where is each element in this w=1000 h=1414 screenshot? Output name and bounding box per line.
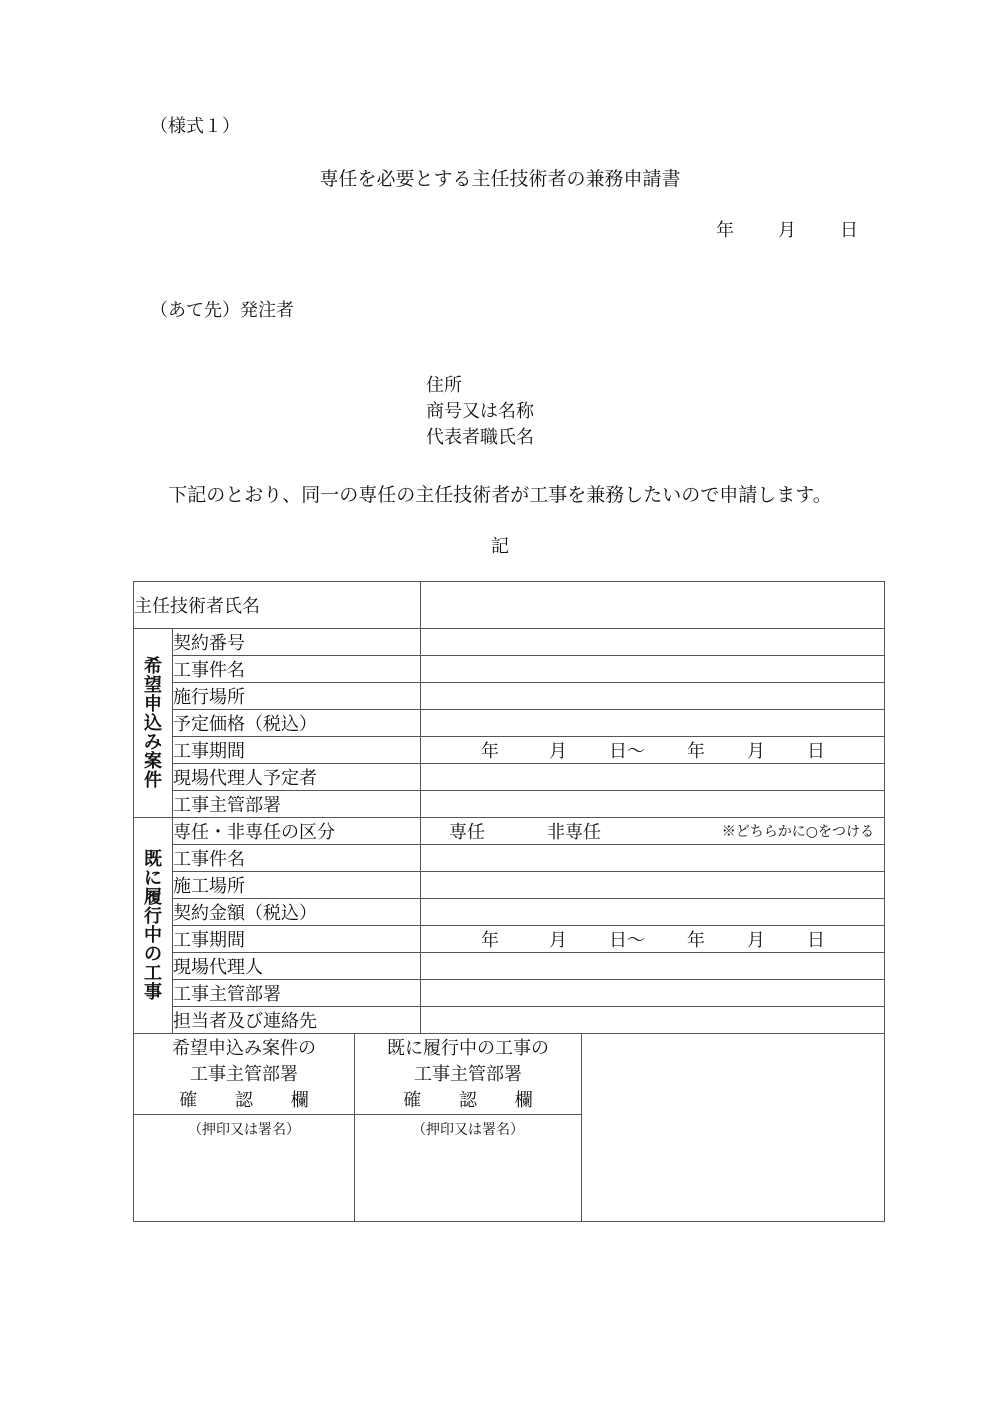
row-label: 現場代理人 — [173, 953, 421, 980]
row-label: 担当者及び連絡先 — [173, 1007, 421, 1034]
ki-heading: 記 — [491, 536, 509, 557]
section1-title: 希 望 申 込 み 案 件 — [134, 629, 173, 818]
table-row — [134, 629, 885, 656]
contract-amount-field[interactable] — [421, 899, 885, 926]
table-row — [134, 818, 885, 845]
option-sennin[interactable]: 専任 — [449, 822, 485, 843]
row-label: 工事主管部署 — [173, 980, 421, 1007]
engineer-name-field[interactable] — [421, 582, 885, 629]
address-label: 住所 — [426, 375, 462, 396]
table-row — [134, 899, 885, 926]
contact-field[interactable] — [421, 1007, 885, 1034]
existing-period-field[interactable]: 年 月 日～ 年 月 日 — [421, 926, 885, 953]
date-year: 年 — [716, 220, 734, 241]
site-agent-field[interactable] — [421, 953, 885, 980]
table-row — [134, 953, 885, 980]
application-table — [133, 581, 885, 1034]
contract-number-field[interactable] — [421, 629, 885, 656]
seal-field-existing[interactable]: （押印又は署名） — [355, 1115, 582, 1222]
engineer-name-label: 主任技術者氏名 — [134, 582, 421, 629]
date-day: 日 — [840, 220, 858, 241]
option-hisennin[interactable]: 非専任 — [547, 822, 601, 843]
row-label: 工事期間 — [173, 926, 421, 953]
table-row — [134, 737, 885, 764]
row-label: 工事件名 — [173, 656, 421, 683]
document-title: 専任を必要とする主任技術者の兼務申請書 — [319, 168, 681, 190]
row-label: 工事件名 — [173, 845, 421, 872]
date-month: 月 — [778, 220, 796, 241]
table-row — [134, 872, 885, 899]
table-row — [134, 926, 885, 953]
table-row — [134, 980, 885, 1007]
work-period-field[interactable]: 年 月 日～ 年 月 日 — [421, 737, 885, 764]
existing-site-field[interactable] — [421, 872, 885, 899]
confirmation-table — [133, 1033, 885, 1222]
addressee: （あて先）発注者 — [150, 300, 294, 321]
seal-field-applied[interactable]: （押印又は署名） — [134, 1115, 355, 1222]
representative-label: 代表者職氏名 — [426, 427, 534, 448]
form-code: （様式１） — [150, 116, 240, 137]
table-row — [134, 845, 885, 872]
department-field[interactable] — [421, 791, 885, 818]
engineer-row — [134, 582, 885, 629]
row-label: 施工場所 — [173, 872, 421, 899]
confirm-blank-area[interactable] — [582, 1034, 885, 1222]
work-name-field[interactable] — [421, 656, 885, 683]
row-label: 予定価格（税込） — [173, 710, 421, 737]
table-row — [134, 710, 885, 737]
row-label: 専任・非専任の区分 — [173, 818, 421, 845]
table-row — [134, 791, 885, 818]
site-field[interactable] — [421, 683, 885, 710]
table-row — [134, 656, 885, 683]
confirm-header-applied: 希望申込み案件の 工事主管部署 確 認 欄 — [134, 1034, 355, 1115]
intro-text: 下記のとおり、同一の専任の主任技術者が工事を兼務したいので申請します。 — [168, 484, 832, 506]
table-row — [134, 764, 885, 791]
estimated-price-field[interactable] — [421, 710, 885, 737]
row-label: 施行場所 — [173, 683, 421, 710]
section2-title: 既 に 履 行 中 の 工 事 — [134, 818, 173, 1034]
kubun-field[interactable] — [421, 818, 885, 845]
company-label: 商号又は名称 — [426, 401, 534, 422]
row-label: 契約金額（税込） — [173, 899, 421, 926]
row-label: 現場代理人予定者 — [173, 764, 421, 791]
applicant-block — [426, 373, 534, 451]
site-agent-planned-field[interactable] — [421, 764, 885, 791]
kubun-note: ※どちらかに○をつける — [721, 824, 874, 840]
table-row — [134, 683, 885, 710]
confirm-header-existing: 既に履行中の工事の 工事主管部署 確 認 欄 — [355, 1034, 582, 1115]
date-line — [716, 216, 858, 242]
existing-department-field[interactable] — [421, 980, 885, 1007]
existing-work-name-field[interactable] — [421, 845, 885, 872]
row-label: 契約番号 — [173, 629, 421, 656]
table-row — [134, 1007, 885, 1034]
row-label: 工事期間 — [173, 737, 421, 764]
row-label: 工事主管部署 — [173, 791, 421, 818]
